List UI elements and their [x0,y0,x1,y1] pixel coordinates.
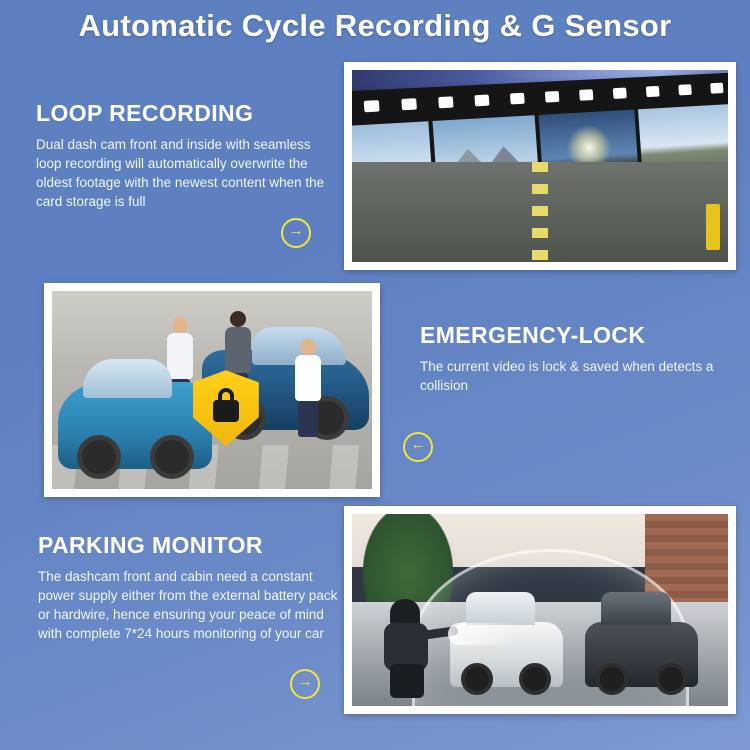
parking-monitor-text-block [38,532,338,644]
light-blue-car [58,382,212,469]
emergency-lock-description: The current video is lock & saved when detects a collision [420,359,714,394]
loop-recording-heading: LOOP RECORDING [36,100,254,126]
parking-monitor-image-frame [344,506,736,714]
person-standing-right [295,339,321,437]
emergency-lock-image-frame [44,283,380,497]
emergency-lock-text-block [420,322,730,395]
highway-foreground [352,162,728,262]
arrow-right-parking-monitor: → [290,669,320,699]
loop-recording-text-block [36,100,326,212]
garage-night-intruder-photo [352,514,728,706]
arrow-right-loop-recording: → [281,218,311,248]
dark-pickup-truck [585,622,698,687]
page-title: Automatic Cycle Recording & G Sensor [78,8,672,43]
arrow-left-emergency-lock: ← [403,432,433,462]
emergency-lock-heading: EMERGENCY-LOCK [420,322,646,348]
loop-recording-image-frame [344,62,736,270]
loop-recording-description: Dual dash cam front and inside with seamless loop recording will automatically overwrite the oldest footage with the newest content when the card storage is full [36,137,325,210]
car-accident-photo [52,291,372,489]
intruder-figure [378,599,440,699]
roadside-post [706,204,720,250]
parking-monitor-heading: PARKING MONITOR [38,532,263,558]
parking-monitor-description: The dashcam front and cabin need a constant power supply either from the external battery pack or hardwire, hence ensuring your peace of mind with complete 7*24 hours monitoring of your car [38,569,338,642]
film-strip-road-photo [352,70,728,262]
